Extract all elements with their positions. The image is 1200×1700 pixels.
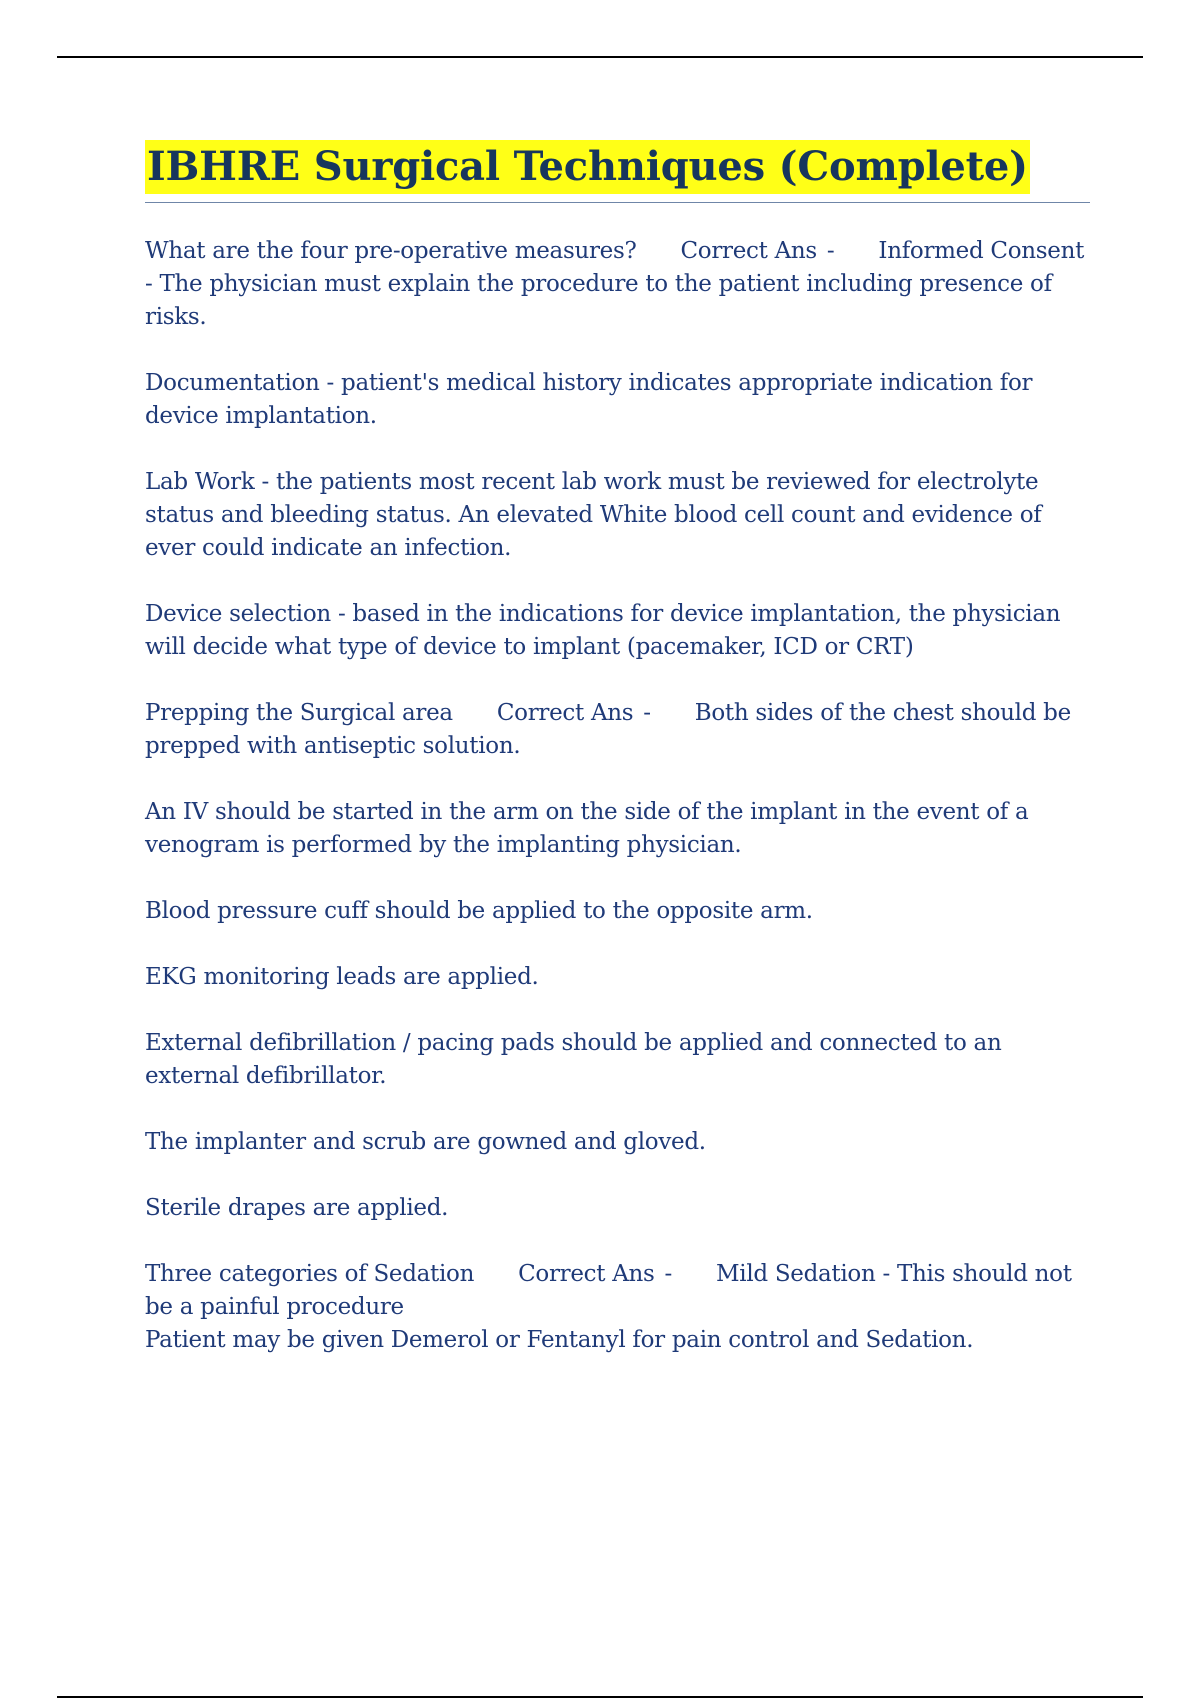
- document-title: IBHRE Surgical Techniques (Complete): [145, 140, 1030, 194]
- paragraph-defibrillation-pads: External defibrillation / pacing pads should be applied and connected to an external defibrillator.: [145, 1030, 1002, 1089]
- paragraph-ekg-leads: EKG monitoring leads are applied.: [145, 964, 539, 990]
- paragraph-gowned-gloved: The implanter and scrub are gowned and gloved.: [145, 1129, 706, 1155]
- qa-item-sedation-categories: [145, 1258, 1090, 1324]
- paragraph-iv-line: An IV should be started in the arm on the side of the implant in the event of a venogram is performed by the implanting physician.: [145, 799, 1029, 858]
- paragraph-lab-work: Lab Work - the patients most recent lab work must be reviewed for electrolyte status and bleeding status. An elevated White blood cell count and evidence of ever could indicate an infection.: [145, 469, 1042, 561]
- qa-item-prepping-surgical-area: [145, 697, 1090, 763]
- answer-dash: -: [664, 1261, 673, 1287]
- answer-dash: -: [643, 700, 651, 726]
- question-text: Prepping the Surgical area: [145, 700, 453, 726]
- paragraph-sterile-drapes: Sterile drapes are applied.: [145, 1195, 449, 1221]
- document-body: [145, 140, 1090, 1390]
- answer-text: Mild Sedation - This should not be a painful procedure: [145, 1261, 1072, 1320]
- correct-answer-marker: Correct Ans: [518, 1261, 655, 1287]
- paragraph-device-selection: Device selection - based in the indications for device implantation, the physician will decide what type of device to implant (pacemaker, ICD or CRT): [145, 601, 1061, 660]
- correct-answer-marker: Correct Ans: [496, 700, 634, 726]
- qa-item-preoperative-measures: [145, 235, 1090, 334]
- question-text: Three categories of Sedation: [145, 1261, 475, 1287]
- correct-answer-marker: Correct Ans: [680, 238, 817, 264]
- answer-text: Informed Consent - The physician must explain the procedure to the patient including presence of risks.: [145, 238, 1085, 330]
- paragraph-sedation-medication: Patient may be given Demerol or Fentanyl for pain control and Sedation.: [145, 1327, 974, 1353]
- paragraph-blood-pressure-cuff: Blood pressure cuff should be applied to the opposite arm.: [145, 898, 813, 924]
- title-block: [145, 140, 1090, 203]
- page-bottom-rule: [57, 1696, 1143, 1698]
- page-top-rule: [57, 56, 1143, 58]
- answer-text: Both sides of the chest should be prepped with antiseptic solution.: [145, 700, 1071, 759]
- answer-dash: -: [826, 238, 835, 264]
- question-text: What are the four pre-operative measures?: [145, 238, 637, 264]
- paragraph-documentation: Documentation - patient's medical history indicates appropriate indication for device implantation.: [145, 370, 1033, 429]
